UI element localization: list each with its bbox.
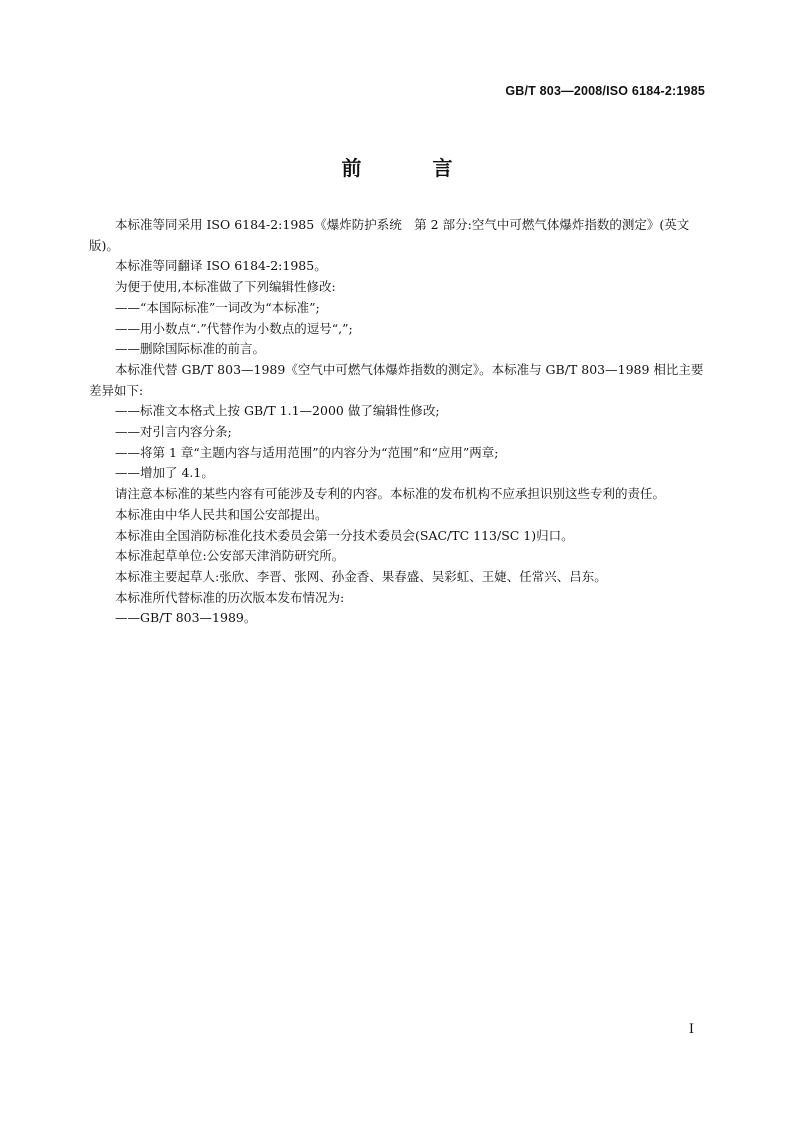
page-title: 前 言 <box>341 156 485 180</box>
paragraph-committee: 本标准由全国消防标准化技术委员会第一分技术委员会(SAC/TC 113/SC 1)归口。 <box>115 527 574 543</box>
list-item-editorial-2: ——用小数点“.”代替作为小数点的逗号“,”; <box>115 320 353 336</box>
paragraph-drafting-unit: 本标准起草单位:公安部天津消防研究所。 <box>115 548 345 564</box>
foreword-body <box>89 215 707 629</box>
standard-code-header: GB/T 803—2008/ISO 6184-2:1985 <box>505 84 705 98</box>
list-item-difference-3: ——将第 1 章“主题内容与适用范围”的内容分为“范围”和“应用”两章; <box>115 444 499 460</box>
list-item-difference-4: ——增加了 4.1。 <box>115 465 214 481</box>
page-number: I <box>688 1022 694 1037</box>
list-item-difference-1: ——标准文本格式上按 GB/T 1.1—2000 做了编辑性修改; <box>115 403 440 419</box>
list-item-editorial-3: ——删除国际标准的前言。 <box>115 341 266 357</box>
paragraph-editorial-intro: 为便于使用,本标准做了下列编辑性修改: <box>115 279 336 295</box>
paragraph-patent-notice: 请注意本标准的某些内容有可能涉及专利的内容。本标准的发布机构不应承担识别这些专利的责任。 <box>115 486 666 502</box>
paragraph-translation: 本标准等同翻译 ISO 6184-2:1985。 <box>115 258 327 274</box>
paragraph-proposer: 本标准由中华人民共和国公安部提出。 <box>115 506 328 522</box>
list-item-history-1: ——GB/T 803—1989。 <box>115 610 257 626</box>
paragraph-history-intro: 本标准所代替标准的历次版本发布情况为: <box>115 589 345 605</box>
paragraph-drafters: 本标准主要起草人:张欣、李晋、张网、孙金香、果春盛、吴彩虹、王婕、任常兴、吕东。 <box>115 568 607 584</box>
list-item-editorial-1: ——“本国际标准”一词改为“本标准”; <box>115 299 320 315</box>
paragraph-replacement: 本标准代替 GB/T 803—1989《空气中可燃气体爆炸指数的测定》。本标准与 GB/T 803—1989 相比主要差异如下: <box>89 361 704 398</box>
list-item-difference-2: ——对引言内容分条; <box>115 424 232 440</box>
paragraph-adoption: 本标准等同采用 ISO 6184-2:1985《爆炸防护系统 第 2 部分:空气中可燃气体爆炸指数的测定》(英文版)。 <box>89 217 690 253</box>
